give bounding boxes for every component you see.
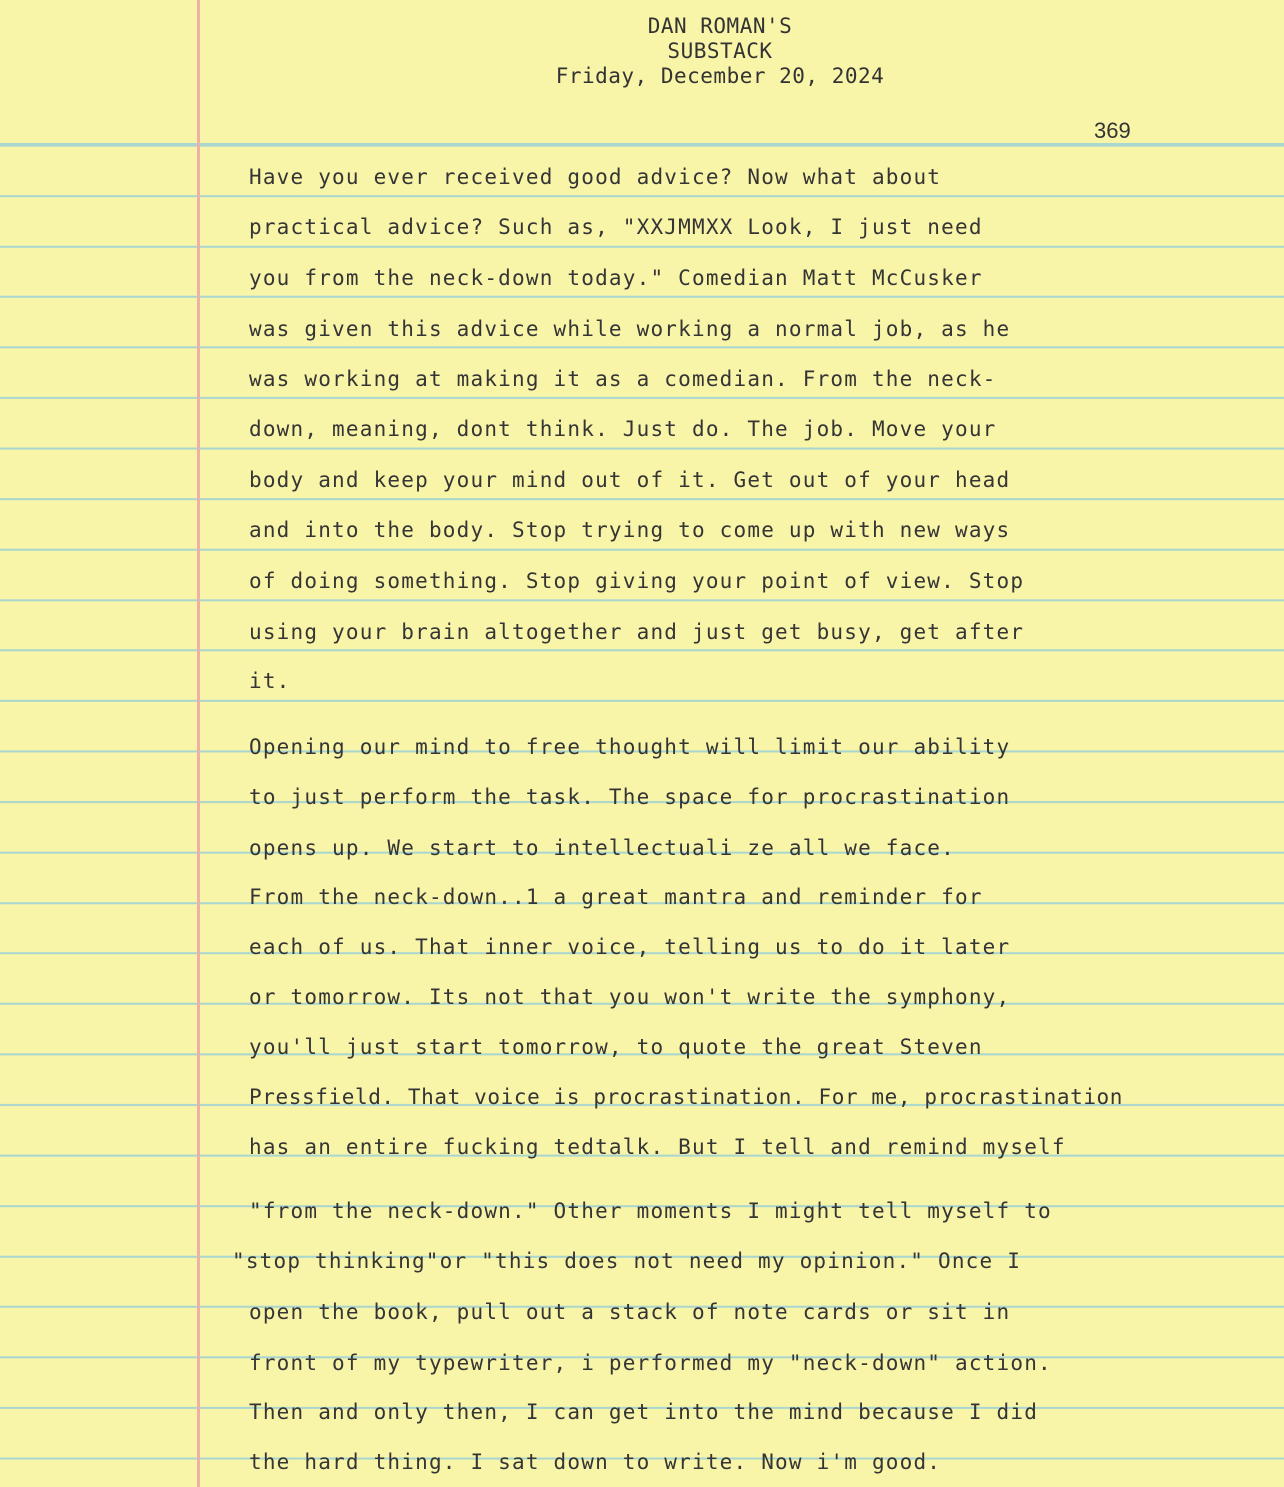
post-date: Friday, December 20, 2024 — [555, 64, 885, 88]
text-line: "from the neck-down." Other moments I might tell myself to — [249, 1199, 1052, 1223]
margin-line — [197, 0, 200, 1487]
header-rule — [0, 143, 1284, 145]
text-line: Pressfield. That voice is procrastination. For me, procrastination — [249, 1085, 1124, 1109]
text-line: you'll just start tomorrow, to quote the great Steven — [249, 1035, 983, 1059]
page-number: 369 — [1094, 118, 1131, 143]
text-line: has an entire fucking tedtalk. But I tell and remind myself — [249, 1135, 1066, 1159]
text-line: Then and only then, I can get into the mind because I did — [249, 1400, 1039, 1424]
text-line: the hard thing. I sat down to write. Now i'm good. — [249, 1450, 942, 1474]
text-line: of doing something. Stop giving your point of view. Stop — [249, 569, 1025, 593]
text-line: was working at making it as a comedian. From the neck- — [249, 367, 997, 391]
text-line: open the book, pull out a stack of note cards or sit in — [249, 1300, 1011, 1324]
text-line: it. — [249, 669, 291, 693]
text-line: body and keep your mind out of it. Get out of your head — [249, 468, 1011, 492]
text-line: using your brain altogether and just get busy, get after — [249, 620, 1025, 644]
text-line: you from the neck-down today." Comedian Matt McCusker — [249, 266, 983, 290]
text-line: practical advice? Such as, "XXJMMXX Look, I just need — [249, 215, 983, 239]
text-line: From the neck-down..1 a great mantra and reminder for — [249, 885, 983, 909]
publication-name: SUBSTACK — [667, 39, 773, 63]
author-name: DAN ROMAN'S — [647, 14, 793, 38]
page-header — [500, 14, 940, 89]
text-line: or tomorrow. Its not that you won't write the symphony, — [249, 985, 1011, 1009]
text-line: "stop thinking"or "this does not need my opinion." Once I — [232, 1249, 1022, 1273]
text-line: front of my typewriter, i performed my "neck-down" action. — [249, 1351, 1052, 1375]
text-line: Have you ever received good advice? Now what about — [249, 165, 942, 189]
text-line: each of us. That inner voice, telling us to do it later — [249, 935, 1011, 959]
text-line: to just perform the task. The space for procrastination — [249, 785, 1011, 809]
text-line: down, meaning, dont think. Just do. The job. Move your — [249, 417, 997, 441]
text-line: and into the body. Stop trying to come up with new ways — [249, 518, 1011, 542]
text-line: opens up. We start to intellectuali ze all we face. — [249, 836, 955, 860]
text-line: was given this advice while working a normal job, as he — [249, 317, 1011, 341]
text-line: Opening our mind to free thought will limit our ability — [249, 735, 1011, 759]
